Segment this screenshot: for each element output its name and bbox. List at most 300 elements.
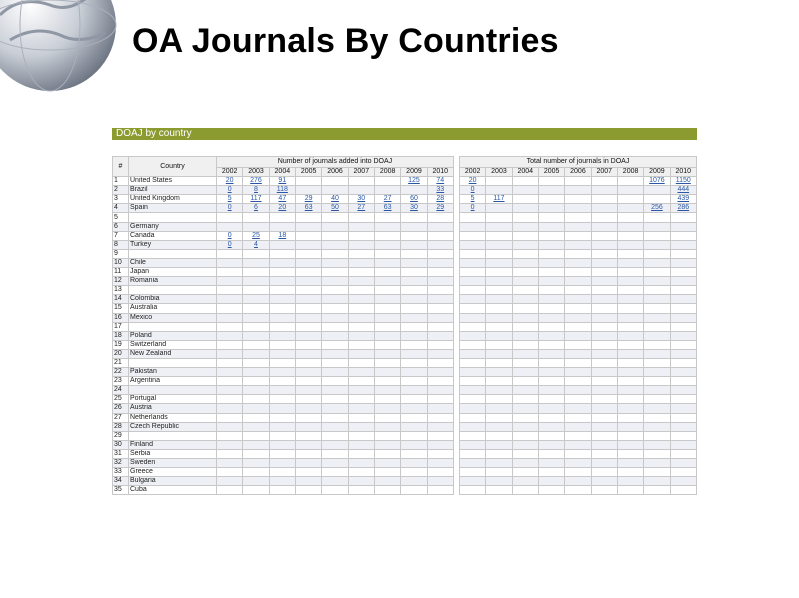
total-cell[interactable] <box>617 377 643 386</box>
added-cell[interactable] <box>348 177 374 186</box>
total-cell[interactable] <box>512 404 538 413</box>
total-cell[interactable] <box>538 304 564 313</box>
added-cell[interactable] <box>322 413 348 422</box>
added-cell[interactable] <box>401 286 427 295</box>
total-cell[interactable] <box>644 449 670 458</box>
added-cell[interactable] <box>427 386 453 395</box>
added-cell[interactable] <box>322 459 348 468</box>
total-cell[interactable] <box>591 286 617 295</box>
added-cell[interactable] <box>269 459 295 468</box>
total-cell[interactable] <box>644 395 670 404</box>
added-cell[interactable] <box>427 413 453 422</box>
added-cell[interactable]: 4 <box>243 240 269 249</box>
added-cell[interactable] <box>217 440 243 449</box>
total-cell[interactable] <box>512 295 538 304</box>
added-cell[interactable] <box>348 249 374 258</box>
added-cell[interactable] <box>217 449 243 458</box>
added-cell[interactable] <box>243 277 269 286</box>
total-cell[interactable] <box>538 477 564 486</box>
added-cell[interactable] <box>217 286 243 295</box>
added-cell[interactable] <box>322 368 348 377</box>
added-cell[interactable] <box>427 258 453 267</box>
total-cell[interactable] <box>644 377 670 386</box>
total-cell[interactable] <box>538 277 564 286</box>
total-cell[interactable] <box>538 295 564 304</box>
added-cell[interactable] <box>348 240 374 249</box>
added-cell[interactable]: 0 <box>217 186 243 195</box>
total-cell[interactable] <box>644 249 670 258</box>
total-cell[interactable] <box>565 349 591 358</box>
added-cell[interactable] <box>322 222 348 231</box>
added-cell[interactable] <box>427 395 453 404</box>
added-cell[interactable] <box>401 277 427 286</box>
total-cell[interactable] <box>644 295 670 304</box>
added-cell[interactable] <box>427 222 453 231</box>
added-cell[interactable] <box>322 377 348 386</box>
total-cell[interactable] <box>459 377 485 386</box>
total-cell[interactable] <box>617 431 643 440</box>
total-cell[interactable] <box>591 413 617 422</box>
total-cell[interactable] <box>644 431 670 440</box>
total-cell[interactable] <box>459 468 485 477</box>
added-cell[interactable] <box>427 277 453 286</box>
added-cell[interactable] <box>401 468 427 477</box>
total-cell[interactable] <box>565 268 591 277</box>
total-cell[interactable] <box>617 304 643 313</box>
added-cell[interactable] <box>401 431 427 440</box>
added-cell[interactable] <box>269 322 295 331</box>
added-cell[interactable] <box>217 349 243 358</box>
added-cell[interactable] <box>243 486 269 495</box>
total-cell[interactable] <box>617 395 643 404</box>
total-cell[interactable] <box>486 231 512 240</box>
added-cell[interactable] <box>401 222 427 231</box>
total-cell[interactable] <box>538 258 564 267</box>
added-cell[interactable] <box>401 449 427 458</box>
added-cell[interactable] <box>269 277 295 286</box>
total-cell[interactable] <box>512 286 538 295</box>
added-cell[interactable] <box>243 304 269 313</box>
total-cell[interactable] <box>644 195 670 204</box>
total-cell[interactable] <box>670 431 696 440</box>
total-cell[interactable] <box>538 377 564 386</box>
total-cell[interactable] <box>459 449 485 458</box>
added-cell[interactable] <box>401 304 427 313</box>
added-cell[interactable] <box>374 413 400 422</box>
added-cell[interactable] <box>374 268 400 277</box>
total-cell[interactable] <box>617 249 643 258</box>
added-cell[interactable] <box>295 449 321 458</box>
total-cell[interactable] <box>670 358 696 367</box>
added-cell[interactable] <box>243 258 269 267</box>
added-cell[interactable] <box>269 213 295 222</box>
total-cell[interactable]: 117 <box>486 195 512 204</box>
total-cell[interactable] <box>617 286 643 295</box>
added-cell[interactable] <box>269 304 295 313</box>
total-cell[interactable] <box>617 340 643 349</box>
total-cell[interactable] <box>486 386 512 395</box>
added-cell[interactable] <box>295 177 321 186</box>
added-cell[interactable] <box>295 258 321 267</box>
total-cell[interactable] <box>591 249 617 258</box>
total-cell[interactable] <box>459 249 485 258</box>
added-cell[interactable]: 20 <box>217 177 243 186</box>
total-cell[interactable] <box>538 231 564 240</box>
total-cell[interactable] <box>617 231 643 240</box>
total-cell[interactable] <box>565 368 591 377</box>
total-cell[interactable] <box>538 313 564 322</box>
total-cell[interactable] <box>459 240 485 249</box>
added-cell[interactable] <box>401 358 427 367</box>
total-cell[interactable] <box>486 422 512 431</box>
added-cell[interactable] <box>269 386 295 395</box>
added-cell[interactable] <box>217 358 243 367</box>
added-cell[interactable] <box>374 422 400 431</box>
added-cell[interactable] <box>374 340 400 349</box>
added-cell[interactable] <box>348 413 374 422</box>
total-cell[interactable] <box>459 413 485 422</box>
total-cell[interactable] <box>644 404 670 413</box>
added-cell[interactable] <box>401 486 427 495</box>
added-cell[interactable] <box>295 231 321 240</box>
added-cell[interactable]: 91 <box>269 177 295 186</box>
total-cell[interactable] <box>617 477 643 486</box>
added-cell[interactable] <box>401 477 427 486</box>
added-cell[interactable] <box>348 277 374 286</box>
added-cell[interactable] <box>217 413 243 422</box>
added-cell[interactable] <box>401 240 427 249</box>
total-cell[interactable] <box>617 177 643 186</box>
added-cell[interactable]: 63 <box>374 204 400 213</box>
added-cell[interactable] <box>295 331 321 340</box>
added-cell[interactable] <box>401 313 427 322</box>
added-cell[interactable] <box>322 240 348 249</box>
total-cell[interactable] <box>670 395 696 404</box>
added-cell[interactable] <box>217 313 243 322</box>
total-cell[interactable] <box>591 177 617 186</box>
total-cell[interactable] <box>459 258 485 267</box>
total-cell[interactable] <box>565 440 591 449</box>
total-cell[interactable] <box>591 222 617 231</box>
total-cell[interactable] <box>565 295 591 304</box>
added-cell[interactable] <box>269 368 295 377</box>
added-cell[interactable] <box>269 268 295 277</box>
added-cell[interactable] <box>322 258 348 267</box>
total-cell[interactable] <box>644 368 670 377</box>
added-cell[interactable] <box>217 477 243 486</box>
added-cell[interactable] <box>374 449 400 458</box>
added-cell[interactable] <box>427 477 453 486</box>
total-cell[interactable] <box>644 213 670 222</box>
added-cell[interactable] <box>295 431 321 440</box>
added-cell[interactable] <box>295 249 321 258</box>
total-cell[interactable] <box>486 413 512 422</box>
added-cell[interactable] <box>427 313 453 322</box>
added-cell[interactable] <box>217 386 243 395</box>
added-cell[interactable] <box>243 404 269 413</box>
added-cell[interactable] <box>269 258 295 267</box>
total-cell[interactable] <box>670 449 696 458</box>
total-cell[interactable] <box>538 368 564 377</box>
total-cell[interactable] <box>512 395 538 404</box>
added-cell[interactable] <box>348 295 374 304</box>
added-cell[interactable] <box>322 486 348 495</box>
total-cell[interactable] <box>512 322 538 331</box>
total-cell[interactable] <box>459 486 485 495</box>
total-cell[interactable] <box>486 177 512 186</box>
total-cell[interactable] <box>670 368 696 377</box>
total-cell[interactable] <box>486 395 512 404</box>
added-cell[interactable] <box>243 368 269 377</box>
total-cell[interactable] <box>591 404 617 413</box>
added-cell[interactable] <box>427 459 453 468</box>
added-cell[interactable] <box>348 322 374 331</box>
total-cell[interactable] <box>670 349 696 358</box>
total-cell[interactable]: 256 <box>644 204 670 213</box>
added-cell[interactable]: 118 <box>269 186 295 195</box>
total-cell[interactable] <box>644 340 670 349</box>
total-cell[interactable] <box>565 204 591 213</box>
total-cell[interactable] <box>538 413 564 422</box>
added-cell[interactable] <box>295 395 321 404</box>
added-cell[interactable] <box>427 404 453 413</box>
added-cell[interactable] <box>348 304 374 313</box>
added-cell[interactable] <box>427 340 453 349</box>
total-cell[interactable] <box>459 268 485 277</box>
total-cell[interactable] <box>565 222 591 231</box>
total-cell[interactable] <box>512 358 538 367</box>
added-cell[interactable] <box>401 268 427 277</box>
added-cell[interactable] <box>217 277 243 286</box>
total-cell[interactable] <box>512 422 538 431</box>
total-cell[interactable] <box>486 459 512 468</box>
added-cell[interactable]: 29 <box>427 204 453 213</box>
added-cell[interactable] <box>427 422 453 431</box>
added-cell[interactable] <box>348 340 374 349</box>
total-cell[interactable] <box>644 468 670 477</box>
added-cell[interactable] <box>348 349 374 358</box>
added-cell[interactable] <box>348 404 374 413</box>
total-cell[interactable] <box>486 349 512 358</box>
added-cell[interactable] <box>348 186 374 195</box>
total-cell[interactable] <box>670 340 696 349</box>
added-cell[interactable] <box>243 268 269 277</box>
total-cell[interactable] <box>486 222 512 231</box>
total-cell[interactable] <box>538 340 564 349</box>
added-cell[interactable] <box>243 340 269 349</box>
total-cell[interactable] <box>486 313 512 322</box>
added-cell[interactable] <box>374 295 400 304</box>
total-cell[interactable] <box>486 431 512 440</box>
added-cell[interactable] <box>243 459 269 468</box>
added-cell[interactable] <box>295 377 321 386</box>
total-cell[interactable] <box>512 431 538 440</box>
total-cell[interactable] <box>538 186 564 195</box>
total-cell[interactable] <box>617 195 643 204</box>
added-cell[interactable] <box>374 349 400 358</box>
total-cell[interactable] <box>617 459 643 468</box>
added-cell[interactable] <box>269 331 295 340</box>
total-cell[interactable] <box>617 349 643 358</box>
added-cell[interactable] <box>374 459 400 468</box>
total-cell[interactable]: 0 <box>459 204 485 213</box>
total-cell[interactable] <box>644 440 670 449</box>
added-cell[interactable] <box>217 222 243 231</box>
added-cell[interactable] <box>269 295 295 304</box>
added-cell[interactable] <box>348 368 374 377</box>
added-cell[interactable] <box>427 240 453 249</box>
added-cell[interactable] <box>217 331 243 340</box>
total-cell[interactable] <box>512 177 538 186</box>
added-cell[interactable] <box>243 395 269 404</box>
total-cell[interactable]: 444 <box>670 186 696 195</box>
added-cell[interactable] <box>401 186 427 195</box>
added-cell[interactable] <box>401 295 427 304</box>
added-cell[interactable] <box>269 413 295 422</box>
total-cell[interactable] <box>538 268 564 277</box>
total-cell[interactable] <box>591 468 617 477</box>
added-cell[interactable] <box>322 404 348 413</box>
added-cell[interactable] <box>427 349 453 358</box>
total-cell[interactable] <box>617 404 643 413</box>
total-cell[interactable] <box>670 304 696 313</box>
added-cell[interactable] <box>295 486 321 495</box>
total-cell[interactable] <box>512 368 538 377</box>
added-cell[interactable] <box>217 377 243 386</box>
total-cell[interactable] <box>591 377 617 386</box>
added-cell[interactable] <box>295 240 321 249</box>
total-cell[interactable] <box>486 258 512 267</box>
total-cell[interactable] <box>512 240 538 249</box>
added-cell[interactable] <box>295 286 321 295</box>
added-cell[interactable] <box>374 222 400 231</box>
total-cell[interactable] <box>486 358 512 367</box>
added-cell[interactable] <box>401 459 427 468</box>
added-cell[interactable] <box>427 268 453 277</box>
total-cell[interactable] <box>459 386 485 395</box>
total-cell[interactable]: 439 <box>670 195 696 204</box>
total-cell[interactable] <box>512 249 538 258</box>
total-cell[interactable]: 1150 <box>670 177 696 186</box>
total-cell[interactable] <box>459 395 485 404</box>
total-cell[interactable] <box>486 322 512 331</box>
added-cell[interactable] <box>217 468 243 477</box>
total-cell[interactable] <box>538 349 564 358</box>
total-cell[interactable] <box>565 358 591 367</box>
added-cell[interactable] <box>427 368 453 377</box>
added-cell[interactable] <box>348 386 374 395</box>
added-cell[interactable] <box>295 186 321 195</box>
total-cell[interactable] <box>512 195 538 204</box>
added-cell[interactable] <box>295 295 321 304</box>
added-cell[interactable] <box>374 331 400 340</box>
total-cell[interactable] <box>644 222 670 231</box>
added-cell[interactable] <box>348 449 374 458</box>
total-cell[interactable] <box>565 277 591 286</box>
added-cell[interactable] <box>401 349 427 358</box>
total-cell[interactable] <box>486 368 512 377</box>
added-cell[interactable] <box>295 368 321 377</box>
total-cell[interactable] <box>670 377 696 386</box>
total-cell[interactable] <box>644 304 670 313</box>
added-cell[interactable] <box>243 222 269 231</box>
added-cell[interactable] <box>374 395 400 404</box>
added-cell[interactable] <box>348 431 374 440</box>
added-cell[interactable] <box>374 213 400 222</box>
added-cell[interactable] <box>243 386 269 395</box>
total-cell[interactable] <box>670 295 696 304</box>
total-cell[interactable] <box>591 395 617 404</box>
added-cell[interactable] <box>401 422 427 431</box>
total-cell[interactable] <box>538 331 564 340</box>
added-cell[interactable] <box>295 386 321 395</box>
added-cell[interactable] <box>322 449 348 458</box>
added-cell[interactable] <box>217 249 243 258</box>
total-cell[interactable] <box>512 440 538 449</box>
total-cell[interactable] <box>644 386 670 395</box>
added-cell[interactable] <box>295 277 321 286</box>
total-cell[interactable] <box>459 277 485 286</box>
total-cell[interactable] <box>565 249 591 258</box>
total-cell[interactable] <box>670 249 696 258</box>
added-cell[interactable] <box>374 231 400 240</box>
added-cell[interactable] <box>401 258 427 267</box>
added-cell[interactable]: 18 <box>269 231 295 240</box>
total-cell[interactable] <box>617 358 643 367</box>
total-cell[interactable] <box>644 186 670 195</box>
added-cell[interactable] <box>322 313 348 322</box>
added-cell[interactable] <box>269 249 295 258</box>
total-cell[interactable] <box>538 195 564 204</box>
total-cell[interactable] <box>670 258 696 267</box>
total-cell[interactable] <box>670 386 696 395</box>
added-cell[interactable] <box>322 440 348 449</box>
total-cell[interactable] <box>591 240 617 249</box>
added-cell[interactable] <box>217 213 243 222</box>
total-cell[interactable] <box>644 322 670 331</box>
total-cell[interactable] <box>486 286 512 295</box>
total-cell[interactable] <box>670 268 696 277</box>
total-cell[interactable] <box>512 413 538 422</box>
total-cell[interactable] <box>565 468 591 477</box>
total-cell[interactable] <box>486 340 512 349</box>
total-cell[interactable] <box>459 213 485 222</box>
total-cell[interactable] <box>591 204 617 213</box>
added-cell[interactable]: 8 <box>243 186 269 195</box>
total-cell[interactable] <box>538 404 564 413</box>
added-cell[interactable] <box>427 295 453 304</box>
total-cell[interactable] <box>538 213 564 222</box>
added-cell[interactable] <box>427 486 453 495</box>
added-cell[interactable]: 25 <box>243 231 269 240</box>
added-cell[interactable] <box>217 295 243 304</box>
added-cell[interactable] <box>322 386 348 395</box>
added-cell[interactable] <box>401 322 427 331</box>
total-cell[interactable] <box>459 349 485 358</box>
total-cell[interactable] <box>670 404 696 413</box>
added-cell[interactable] <box>243 468 269 477</box>
added-cell[interactable] <box>374 404 400 413</box>
added-cell[interactable] <box>269 358 295 367</box>
added-cell[interactable] <box>217 422 243 431</box>
added-cell[interactable] <box>348 231 374 240</box>
added-cell[interactable]: 276 <box>243 177 269 186</box>
total-cell[interactable] <box>512 213 538 222</box>
added-cell[interactable]: 27 <box>348 204 374 213</box>
total-cell[interactable] <box>565 477 591 486</box>
total-cell[interactable] <box>644 349 670 358</box>
total-cell[interactable] <box>617 240 643 249</box>
